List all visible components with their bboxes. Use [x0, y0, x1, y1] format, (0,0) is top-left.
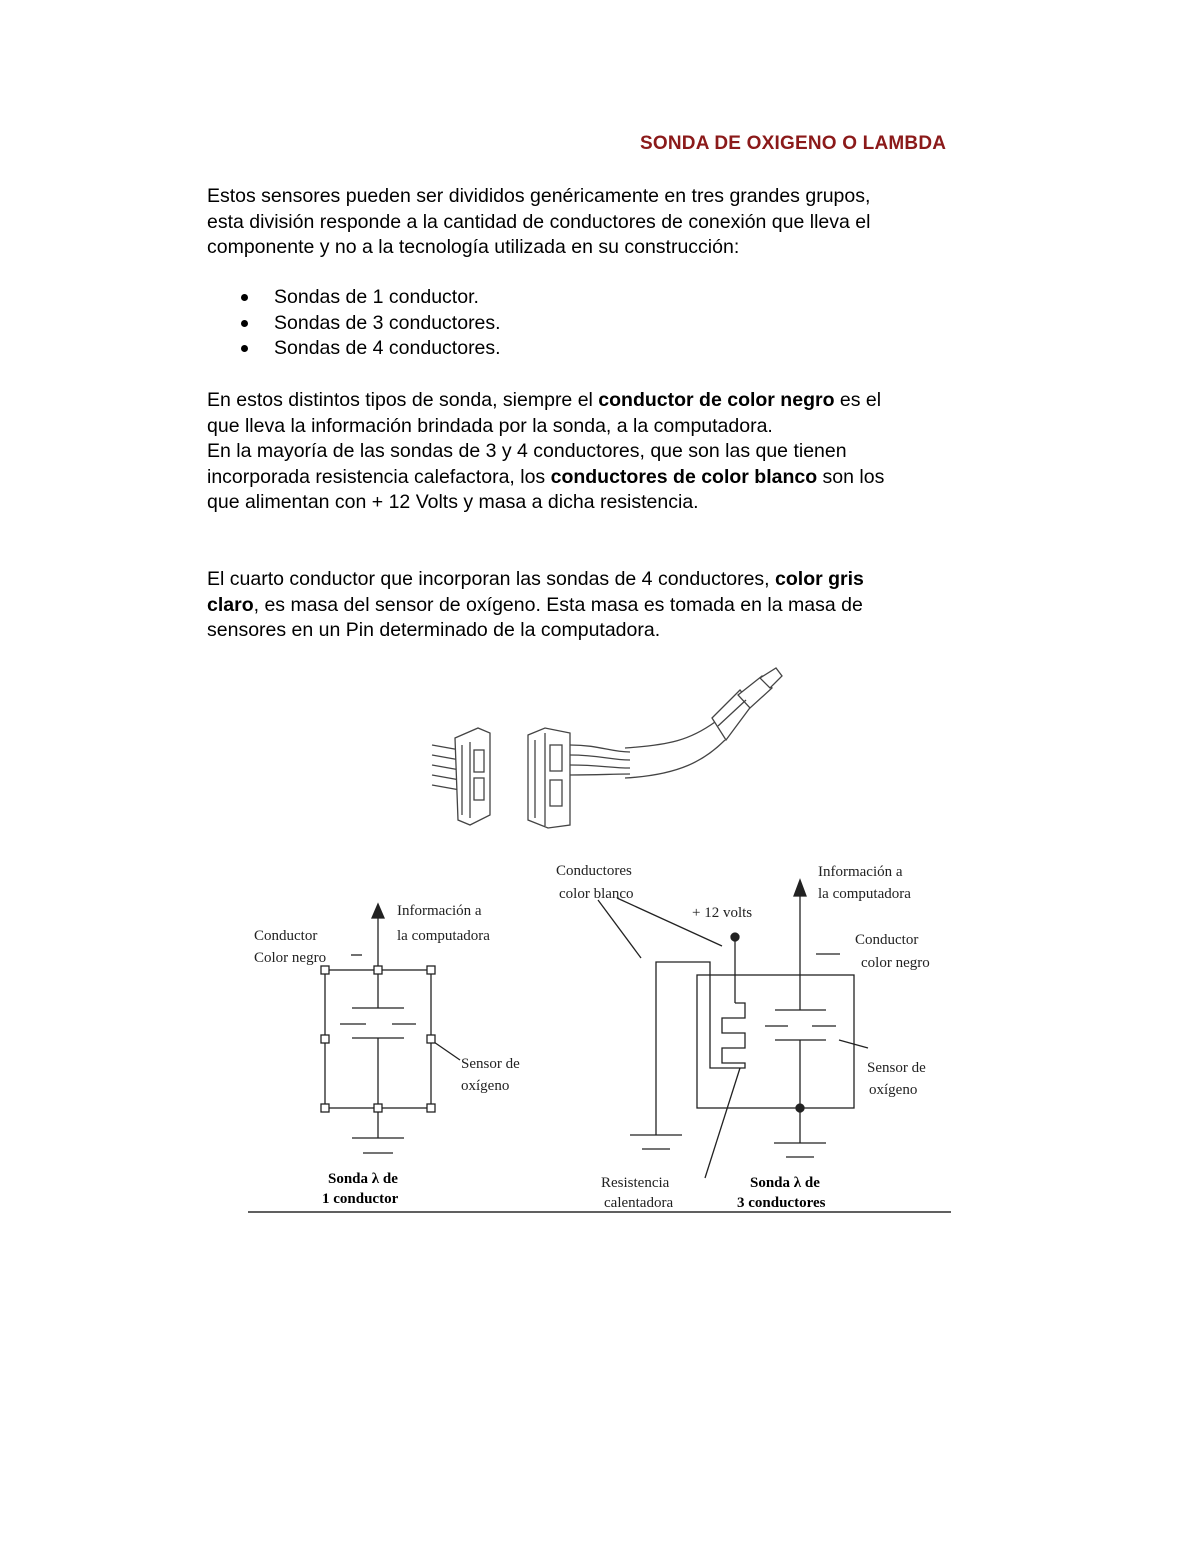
diagram-3-conductores	[598, 880, 868, 1178]
diagram2-white-label: color blanco	[559, 886, 634, 902]
list-item: Sondas de 1 conductor.	[207, 285, 501, 311]
diagram2-sensor-label: Sensor de	[867, 1060, 926, 1076]
diagram1-caption: Sonda λ de	[328, 1171, 398, 1187]
diagram2-sensor-label: oxígeno	[869, 1082, 918, 1098]
bold-term: claro	[207, 593, 254, 616]
intro-line: componente y no a la tecnología utilizada en su construcción:	[207, 236, 740, 258]
arrow-up-icon	[794, 880, 806, 896]
diagram2-caption: 3 conductores	[737, 1195, 826, 1211]
diagram2-conductor-label: color negro	[861, 955, 930, 971]
list-item: Sondas de 4 conductores.	[207, 336, 501, 362]
diagram1-info-label: Información a	[397, 903, 482, 919]
black-conductor-paragraph: En estos distintos tipos de sonda, siempre el conductor de color negro es el que lleva la información brindada por la sonda, a la computadora. En la mayoría de las sondas de 3 y 4 conductores, que son las que tienen incorporada resistencia calefactora, los conductores de color blanco son los que alimentan con + 12 Volts y masa a dicha resistencia.	[207, 389, 885, 513]
diagram2-info-label: la computadora	[818, 886, 911, 902]
diagram2-caption: Sonda λ de	[750, 1175, 820, 1191]
diagram1-caption: 1 conductor	[322, 1191, 399, 1207]
intro-line: Estos sensores pueden ser divididos genéricamente en tres grandes grupos,	[207, 185, 871, 207]
diagram1-conductor-label: Conductor	[254, 928, 318, 944]
grey-conductor-paragraph: El cuarto conductor que incorporan las sondas de 4 conductores, color gris claro, es masa del sensor de oxígeno. Esta masa es tomada en la masa de sensores en un Pin determinado de la computadora.	[207, 568, 864, 641]
diagram2-white-label: Conductores	[556, 863, 632, 879]
diagram2-conductor-label: Conductor	[855, 932, 919, 948]
diagram2-heater-label: calentadora	[604, 1195, 674, 1211]
list-item: Sondas de 3 conductores.	[207, 311, 501, 337]
diagram2-volts-label: + 12 volts	[692, 905, 753, 921]
diagram1-conductor-label: Color negro	[254, 950, 327, 966]
diagram1-sensor-label: Sensor de	[461, 1056, 520, 1072]
bold-term: color gris	[775, 568, 864, 590]
diagram1-info-label: la computadora	[397, 928, 490, 944]
intro-line: esta división responde a la cantidad de conductores de conexión que lleva el	[207, 210, 871, 233]
bold-term: conductor de color negro	[598, 389, 835, 411]
oxygen-sensor-illustration	[432, 668, 782, 828]
bold-term: conductores de color blanco	[550, 465, 818, 488]
diagram2-heater-label: Resistencia	[601, 1175, 670, 1191]
page-title: SONDA DE OXIGENO O LAMBDA	[640, 133, 947, 154]
diagram2-info-label: Información a	[818, 864, 903, 880]
arrow-up-icon	[372, 904, 384, 918]
diagram1-sensor-label: oxígeno	[461, 1078, 510, 1094]
